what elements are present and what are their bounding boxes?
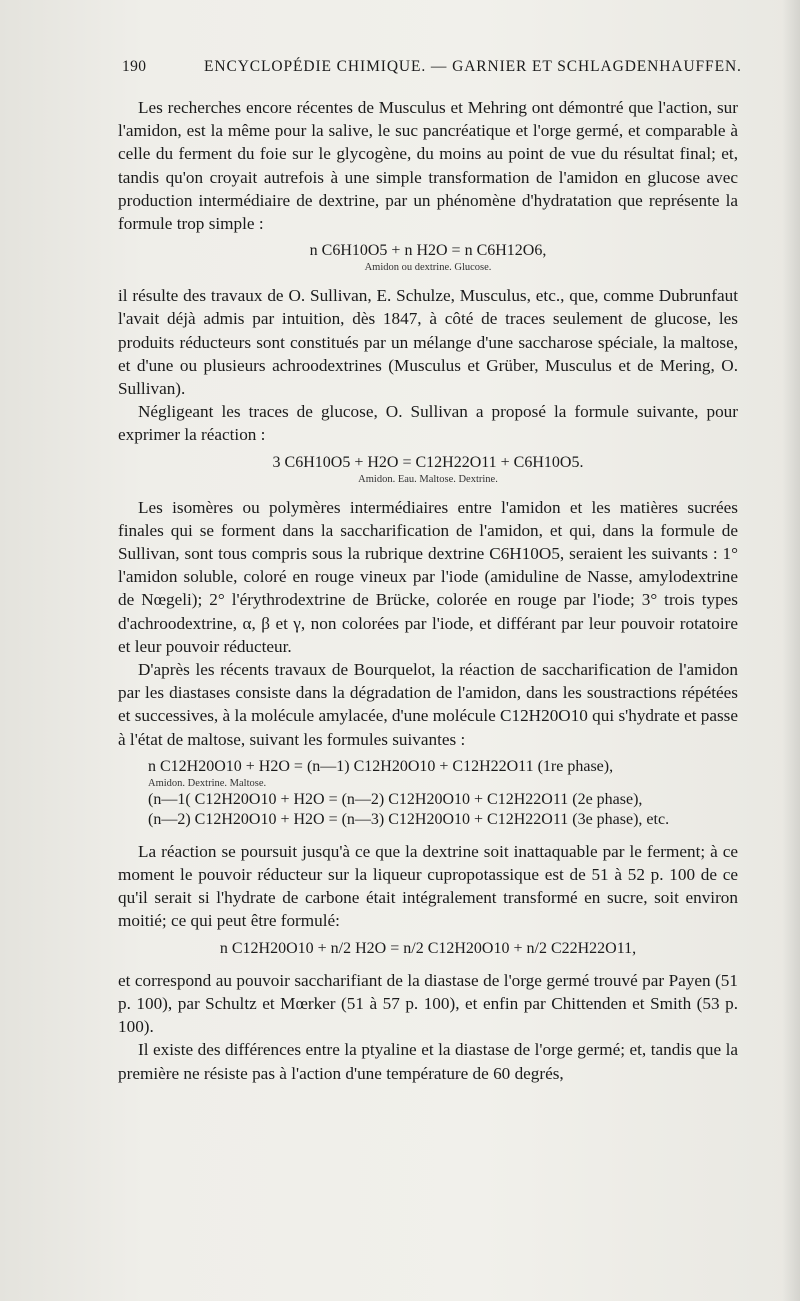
equation-2 <box>118 453 738 486</box>
paragraph-5: D'après les récents travaux de Bourquelot, la réaction de saccharification de l'amidon par les diastases consiste dans la dégradation de l'amidon, dans les soustractions répétées et successives, à la molécule amylacée, d'une molécule C12H20O10 qui s'hydrate et passe à l'état de maltose, suivant les formules suivantes : <box>118 660 738 749</box>
paragraph-1: Les recherches encore récentes de Musculus et Mehring ont démontré que l'action, sur l'amidon, est la même pour la salive, le suc pancréatique et l'orge germé, et comparable à celle du ferment du foie sur le glycogène, du moins au point de vue du résultat final; et, tandis qu'on croyait autrefois à une simple transformation de l'amidon en glucose avec production intermédiaire de dextrine, par un phénomène d'hydratation que représente la formule trop simple : <box>118 98 738 234</box>
equation-1-formula: n C6H10O5 + n H2O = n C6H12O6, <box>309 242 547 260</box>
equation-1-labels: Amidon ou dextrine. Glucose. <box>364 262 492 274</box>
page-body <box>118 96 738 1085</box>
running-title: ENCYCLOPÉDIE CHIMIQUE. — GARNIER ET SCHLAGDENHAUFFEN. <box>204 58 742 75</box>
paragraph-4: Les isomères ou polymères intermédiaires entre l'amidon et les matières sucrées finales qui se forment dans la saccharification de l'amidon, et qui, dans la formule de Sullivan, sont tous compris sous la rubrique dextrine C6H10O5, seraient les suivants : 1° l'amidon soluble, coloré en rouge vineux par l'iode (amiduline de Nasse, amylodextrine de Nœgeli); 2° l'érythrodextrine de Brücke, colorée en rouge par l'iode; 3° trois types d'achroodextrine, α, β et γ, non colorées par l'iode, et différant par leur pouvoir rotatoire et leur pouvoir réducteur. <box>118 497 738 656</box>
equation-2-labels: Amidon. Eau. Maltose. Dextrine. <box>358 473 498 485</box>
paragraph-7: et correspond au pouvoir saccharifiant de la diastase de l'orge germé trouvé par Payen (51 p. 100), par Schultz et Mœrker (51 à 57 p. 100), et enfin par Chittenden et Smith (53 p. 100). <box>118 970 738 1037</box>
page-edge-shadow <box>782 0 800 1301</box>
equation-2-formula: 3 C6H10O5 + H2O = C12H22O11 + C6H10O5. <box>272 453 584 471</box>
page-number: 190 <box>122 58 147 75</box>
equation-6 <box>118 939 738 959</box>
paragraph-2: il résulte des travaux de O. Sullivan, E. Schulze, Musculus, etc., que, comme Dubrunfaut l'avait déjà admis par intuition, dès 1847, à côté de traces seulement de glucose, les produits réducteurs sont constitués par un mélange d'une saccharose spéciale, la maltose, et d'une ou plusieurs achroodextrines (Musculus et Grüber, Musculus et de Mering, O. Sullivan). <box>118 286 738 399</box>
paragraph-8: Il existe des différences entre la ptyaline et la diastase de l'orge germé; et, tandis que la première ne résiste pas à l'action d'une température de 60 degrés, <box>118 1040 738 1083</box>
equation-3-labels: Amidon. Dextrine. Maltose. <box>148 777 267 789</box>
paragraph-6: La réaction se poursuit jusqu'à ce que la dextrine soit inattaquable par le ferment; à ce moment le pouvoir réducteur sur la liqueur cupropotassique est de 51 à 52 p. 100 de ce qu'il serait si l'hydrate de carbone était intégralement transformé en sucre, soit environ moitié; ce qui peut être formulé: <box>118 841 738 931</box>
equation-5-formula: (n—2) C12H20O10 + H2O = (n—3) C12H20O10 + C12H22O11 (3e phase), etc. <box>148 810 670 828</box>
paragraph-3: Négligeant les traces de glucose, O. Sullivan a proposé la formule suivante, pour exprimer la réaction : <box>118 402 738 445</box>
equation-3-formula: n C12H20O10 + H2O = (n—1) C12H20O10 + C12H22O11 (1re phase), <box>148 757 614 775</box>
equation-4-formula: (n—1( C12H20O10 + H2O = (n—2) C12H20O10 + C12H22O11 (2e phase), <box>148 790 643 808</box>
equation-1 <box>118 241 738 274</box>
equation-6-formula: n C12H20O10 + n/2 H2O = n/2 C12H20O10 + n/2 C22H22O11, <box>219 939 637 957</box>
equation-3 <box>118 757 738 830</box>
